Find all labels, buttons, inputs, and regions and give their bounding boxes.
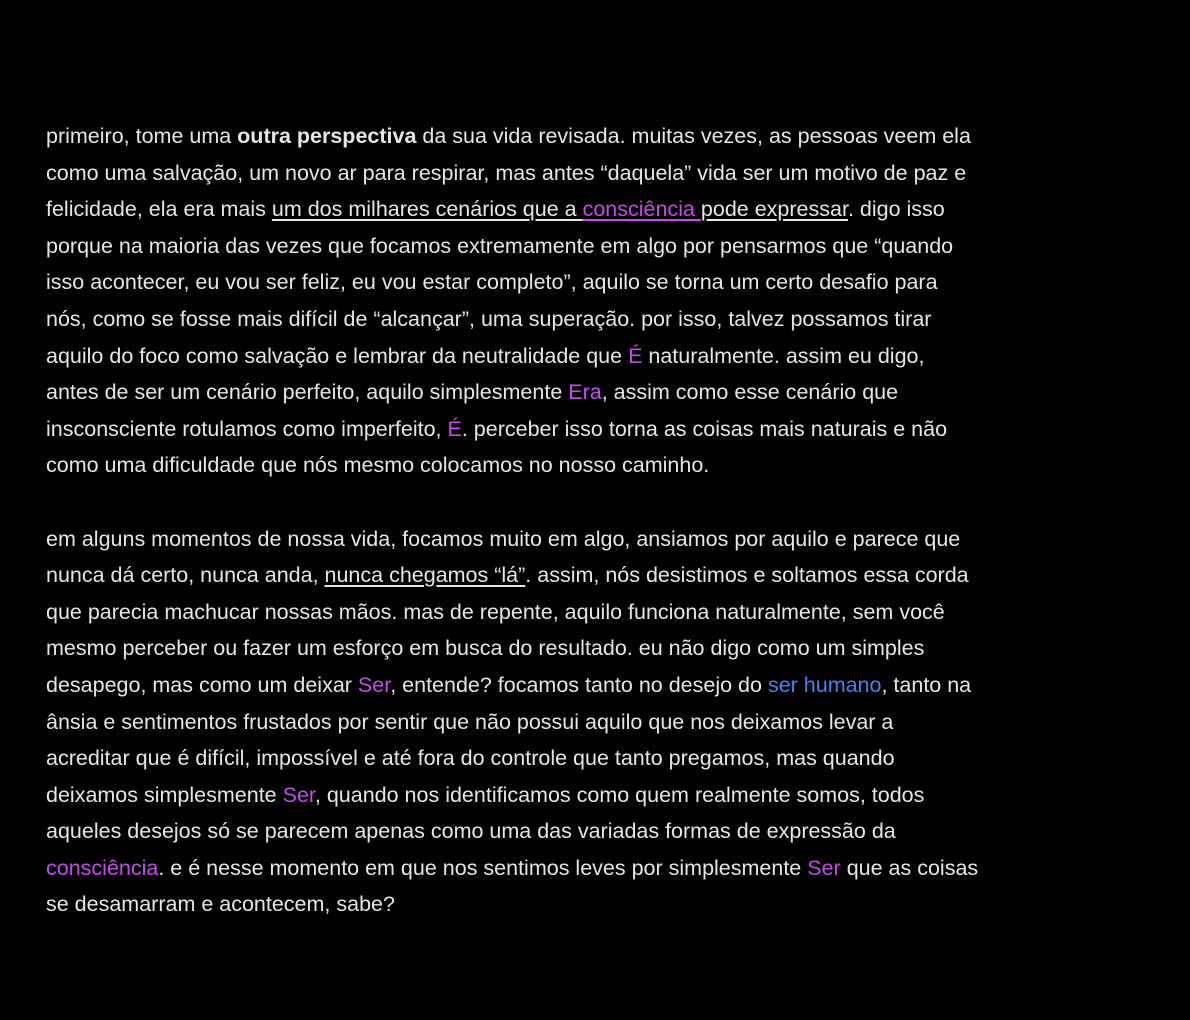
text-run: . e é nesse momento em que nos sentimos leves por simplesmente bbox=[158, 855, 808, 880]
highlighted-word: Era bbox=[568, 380, 602, 405]
underlined-text: um dos milhares cenários que a bbox=[271, 197, 583, 222]
text-run: felicidade, ela era mais bbox=[46, 197, 272, 222]
text-line bbox=[46, 118, 1156, 155]
text-line bbox=[46, 228, 1156, 265]
text-run: nunca dá certo, nunca anda, bbox=[46, 563, 325, 588]
text-run: isso acontecer, eu vou ser feliz, eu vou estar completo”, aquilo se torna um certo desafio para bbox=[46, 270, 938, 295]
text-line bbox=[46, 155, 1156, 192]
text-run: mesmo perceber ou fazer um esforço em busca do resultado. eu não digo como um simples bbox=[46, 636, 925, 661]
highlighted-word: Ser bbox=[282, 782, 315, 807]
text-run: como uma dificuldade que nós mesmo colocamos no nosso caminho. bbox=[46, 453, 710, 478]
text-run: que parecia machucar nossas mãos. mas de repente, aquilo funciona naturalmente, sem você bbox=[46, 599, 945, 624]
text-run: , quando nos identificamos como quem realmente somos, todos bbox=[314, 782, 925, 807]
highlighted-word: É bbox=[447, 416, 462, 441]
text-run: , assim como esse cenário que bbox=[601, 380, 899, 405]
text-line bbox=[46, 594, 1156, 631]
text-run: porque na maioria das vezes que focamos extremamente em algo por pensarmos que “quando bbox=[46, 233, 954, 258]
text-run: nós, como se fosse mais difícil de “alcançar”, uma superação. por isso, talvez possamos tirar bbox=[46, 306, 932, 331]
text-run: se desamarram e acontecem, sabe? bbox=[46, 892, 395, 917]
text-line bbox=[46, 374, 1156, 411]
text-line bbox=[46, 447, 1156, 484]
text-run: . digo isso bbox=[847, 197, 945, 222]
highlighted-word: ser humano bbox=[767, 672, 882, 697]
text-run: ânsia e sentimentos frustados por sentir que não possui aquilo que nos deixamos levar a bbox=[46, 709, 894, 734]
highlighted-word: Ser bbox=[807, 855, 841, 880]
paragraph bbox=[46, 118, 1156, 484]
highlighted-word: Ser bbox=[357, 672, 391, 697]
text-line bbox=[46, 850, 1156, 887]
text-run: . assim, nós desistimos e soltamos essa corda bbox=[525, 563, 969, 588]
text-line bbox=[46, 813, 1156, 850]
text-run: da sua vida revisada. muitas vezes, as pessoas veem ela bbox=[416, 124, 971, 148]
text-run: como uma salvação, um novo ar para respirar, mas antes “daquela” vida ser um motivo de paz e bbox=[46, 160, 967, 185]
text-line bbox=[46, 411, 1156, 448]
text-run: desapego, mas como um deixar bbox=[46, 672, 358, 697]
document-body bbox=[46, 118, 1156, 923]
text-run: , tanto na bbox=[881, 672, 972, 697]
text-line bbox=[46, 264, 1156, 301]
highlighted-word: consciência bbox=[582, 197, 701, 222]
text-line bbox=[46, 886, 1156, 923]
text-run: deixamos simplesmente bbox=[46, 782, 283, 807]
text-line bbox=[46, 521, 1156, 558]
highlighted-word: É bbox=[628, 343, 643, 368]
text-run: primeiro, tome uma bbox=[46, 124, 238, 148]
text-run: que as coisas bbox=[840, 855, 979, 880]
text-line bbox=[46, 191, 1156, 228]
text-line bbox=[46, 301, 1156, 338]
text-line bbox=[46, 740, 1156, 777]
text-run: . perceber isso torna as coisas mais naturais e não bbox=[461, 416, 948, 441]
text-line bbox=[46, 338, 1156, 375]
underlined-text: nunca chegamos “lá” bbox=[324, 563, 526, 588]
text-line bbox=[46, 667, 1156, 704]
paragraph bbox=[46, 521, 1156, 924]
text-run: insconsciente rotulamos como imperfeito, bbox=[46, 416, 448, 441]
text-line bbox=[46, 630, 1156, 667]
text-run: aquilo do foco como salvação e lembrar da neutralidade que bbox=[46, 343, 629, 368]
text-line bbox=[46, 777, 1156, 814]
text-run: naturalmente. assim eu digo, bbox=[642, 343, 925, 368]
underlined-text: pode expressar bbox=[700, 197, 848, 222]
text-run: , entende? focamos tanto no desejo do bbox=[390, 672, 768, 697]
text-run: aqueles desejos só se parecem apenas como uma das variadas formas de expressão da bbox=[46, 819, 896, 844]
highlighted-word: consciência bbox=[46, 855, 159, 880]
bold-text: outra perspectiva bbox=[237, 124, 417, 148]
text-run: antes de ser um cenário perfeito, aquilo simplesmente bbox=[46, 380, 569, 405]
text-run: acreditar que é difícil, impossível e até fora do controle que tanto pregamos, mas quando bbox=[46, 746, 895, 771]
text-run: em alguns momentos de nossa vida, focamos muito em algo, ansiamos por aquilo e parece que bbox=[46, 526, 961, 551]
text-line bbox=[46, 704, 1156, 741]
text-line bbox=[46, 557, 1156, 594]
